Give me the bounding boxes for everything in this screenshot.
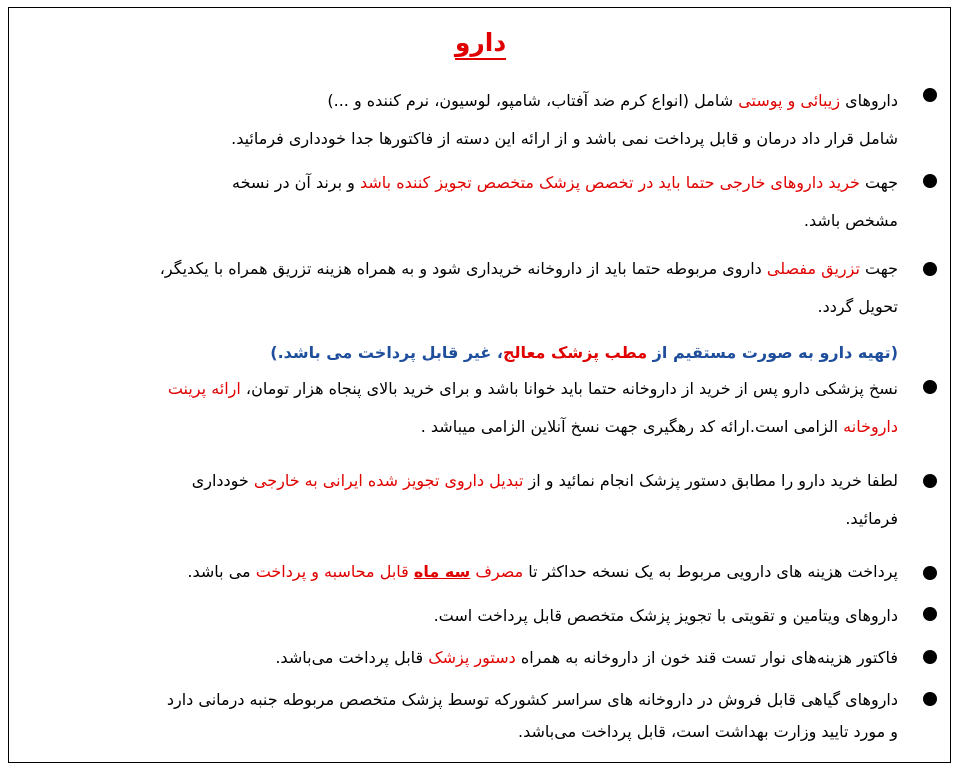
text-segment: جهت [859,173,898,192]
page-title-wrap [0,28,961,58]
text-segment: فرمائید. [845,509,898,528]
note-segment: (تهیه دارو به صورت مستقیم از [647,343,898,362]
bullet-icon [923,474,937,488]
text-segment: داروخانه [843,417,898,436]
list-item [20,250,898,326]
bullet-icon [923,88,937,102]
text-segment: شامل (انواع کرم ضد آفتاب، شامپو، لوسیون، نرم کننده و ...) [327,91,739,110]
bullet-icon [923,650,937,664]
list-item [20,642,898,674]
text-segment: قابل پرداخت می‌باشد. [275,648,429,667]
bullet-icon [923,174,937,188]
item-line [20,500,898,538]
item-line [20,684,898,716]
text-segment: داروی مربوطه حتما باید از داروخانه خریداری شود و به همراه هزینه تزریق همراه با یکدیگر، [159,259,767,278]
text-segment: می باشد. [187,562,256,581]
item-line [20,462,898,500]
text-segment: خودداری [191,471,254,490]
list-item [20,370,898,446]
text-segment: مشخص باشد. [803,211,898,230]
item-line [20,556,898,588]
text-segment: پرداخت هزینه های دارویی مربوط به یک نسخه حداکثر تا [523,562,898,581]
page-title: دارو [455,28,506,60]
note-line [20,338,898,368]
text-segment: الزامی است.ارائه کد رهگیری جهت نسخ آنلاین الزامی میباشد . [420,417,844,436]
item-line [20,288,898,326]
text-segment: ارائه پرینت [167,379,241,398]
text-segment: خرید داروهای خارجی حتما باید در تخصص پزشک متخصص تجویز کننده باشد [359,173,860,192]
bullet-icon [923,380,937,394]
list-item [20,684,898,748]
item-line [20,600,898,632]
text-segment: نسخ پزشکی دارو پس از خرید از داروخانه حتما باید خوانا باشد و برای خرید بالای پنجاه هزار تومان، [240,379,898,398]
text-segment: و برند آن در نسخه [232,173,360,192]
list-item [20,164,898,240]
list-item [20,600,898,632]
bullet-icon [923,692,937,706]
list-item [20,82,898,158]
text-segment: جهت [859,259,898,278]
item-line [20,250,898,288]
bullet-icon [923,566,937,580]
text-segment: شامل قرار داد درمان و قابل پرداخت نمی باشد و از ارائه این دسته از فاکتورها جدا خودداری فرمائید. [231,129,898,148]
note-segment: ، غیر قابل پرداخت می باشد.) [270,343,503,362]
bullet-icon [923,607,937,621]
text-segment: قابل محاسبه و پرداخت [255,562,414,581]
text-segment: داروهای [840,91,898,110]
text-segment: داروهای ویتامین و تقویتی با تجویز پزشک متخصص قابل پرداخت است. [433,606,898,625]
text-segment: زیبائی و پوستی [738,91,841,110]
text-segment: تزریق مفصلی [766,259,860,278]
text-segment: تحویل گردد. [817,297,898,316]
note-segment: مطب پزشک معالج [502,343,648,362]
item-line [20,408,898,446]
item-line [20,370,898,408]
item-line [20,642,898,674]
list-item [20,556,898,588]
item-line [20,164,898,202]
text-segment: دستور پزشک [428,648,516,667]
list-item [20,462,898,538]
item-line [20,82,898,120]
text-segment: فاکتور هزینه‌های نوار تست قند خون از داروخانه به همراه [515,648,898,667]
text-segment: مصرف [470,562,524,581]
bullet-icon [923,262,937,276]
text-segment: سه ماه [413,562,471,581]
text-segment: تبدیل داروی تجویز شده ایرانی به خارجی [253,471,524,490]
text-segment: و مورد تایید وزارت بهداشت است، قابل پرداخت می‌باشد. [518,722,898,741]
item-line [20,120,898,158]
item-line [20,202,898,240]
text-segment: لطفا خرید دارو را مطابق دستور پزشک انجام نمائید و از [523,471,898,490]
text-segment: داروهای گیاهی قابل فروش در داروخانه های سراسر کشورکه توسط پزشک متخصص مربوطه جنبه درمانی دارد [166,690,898,709]
item-line [20,716,898,748]
